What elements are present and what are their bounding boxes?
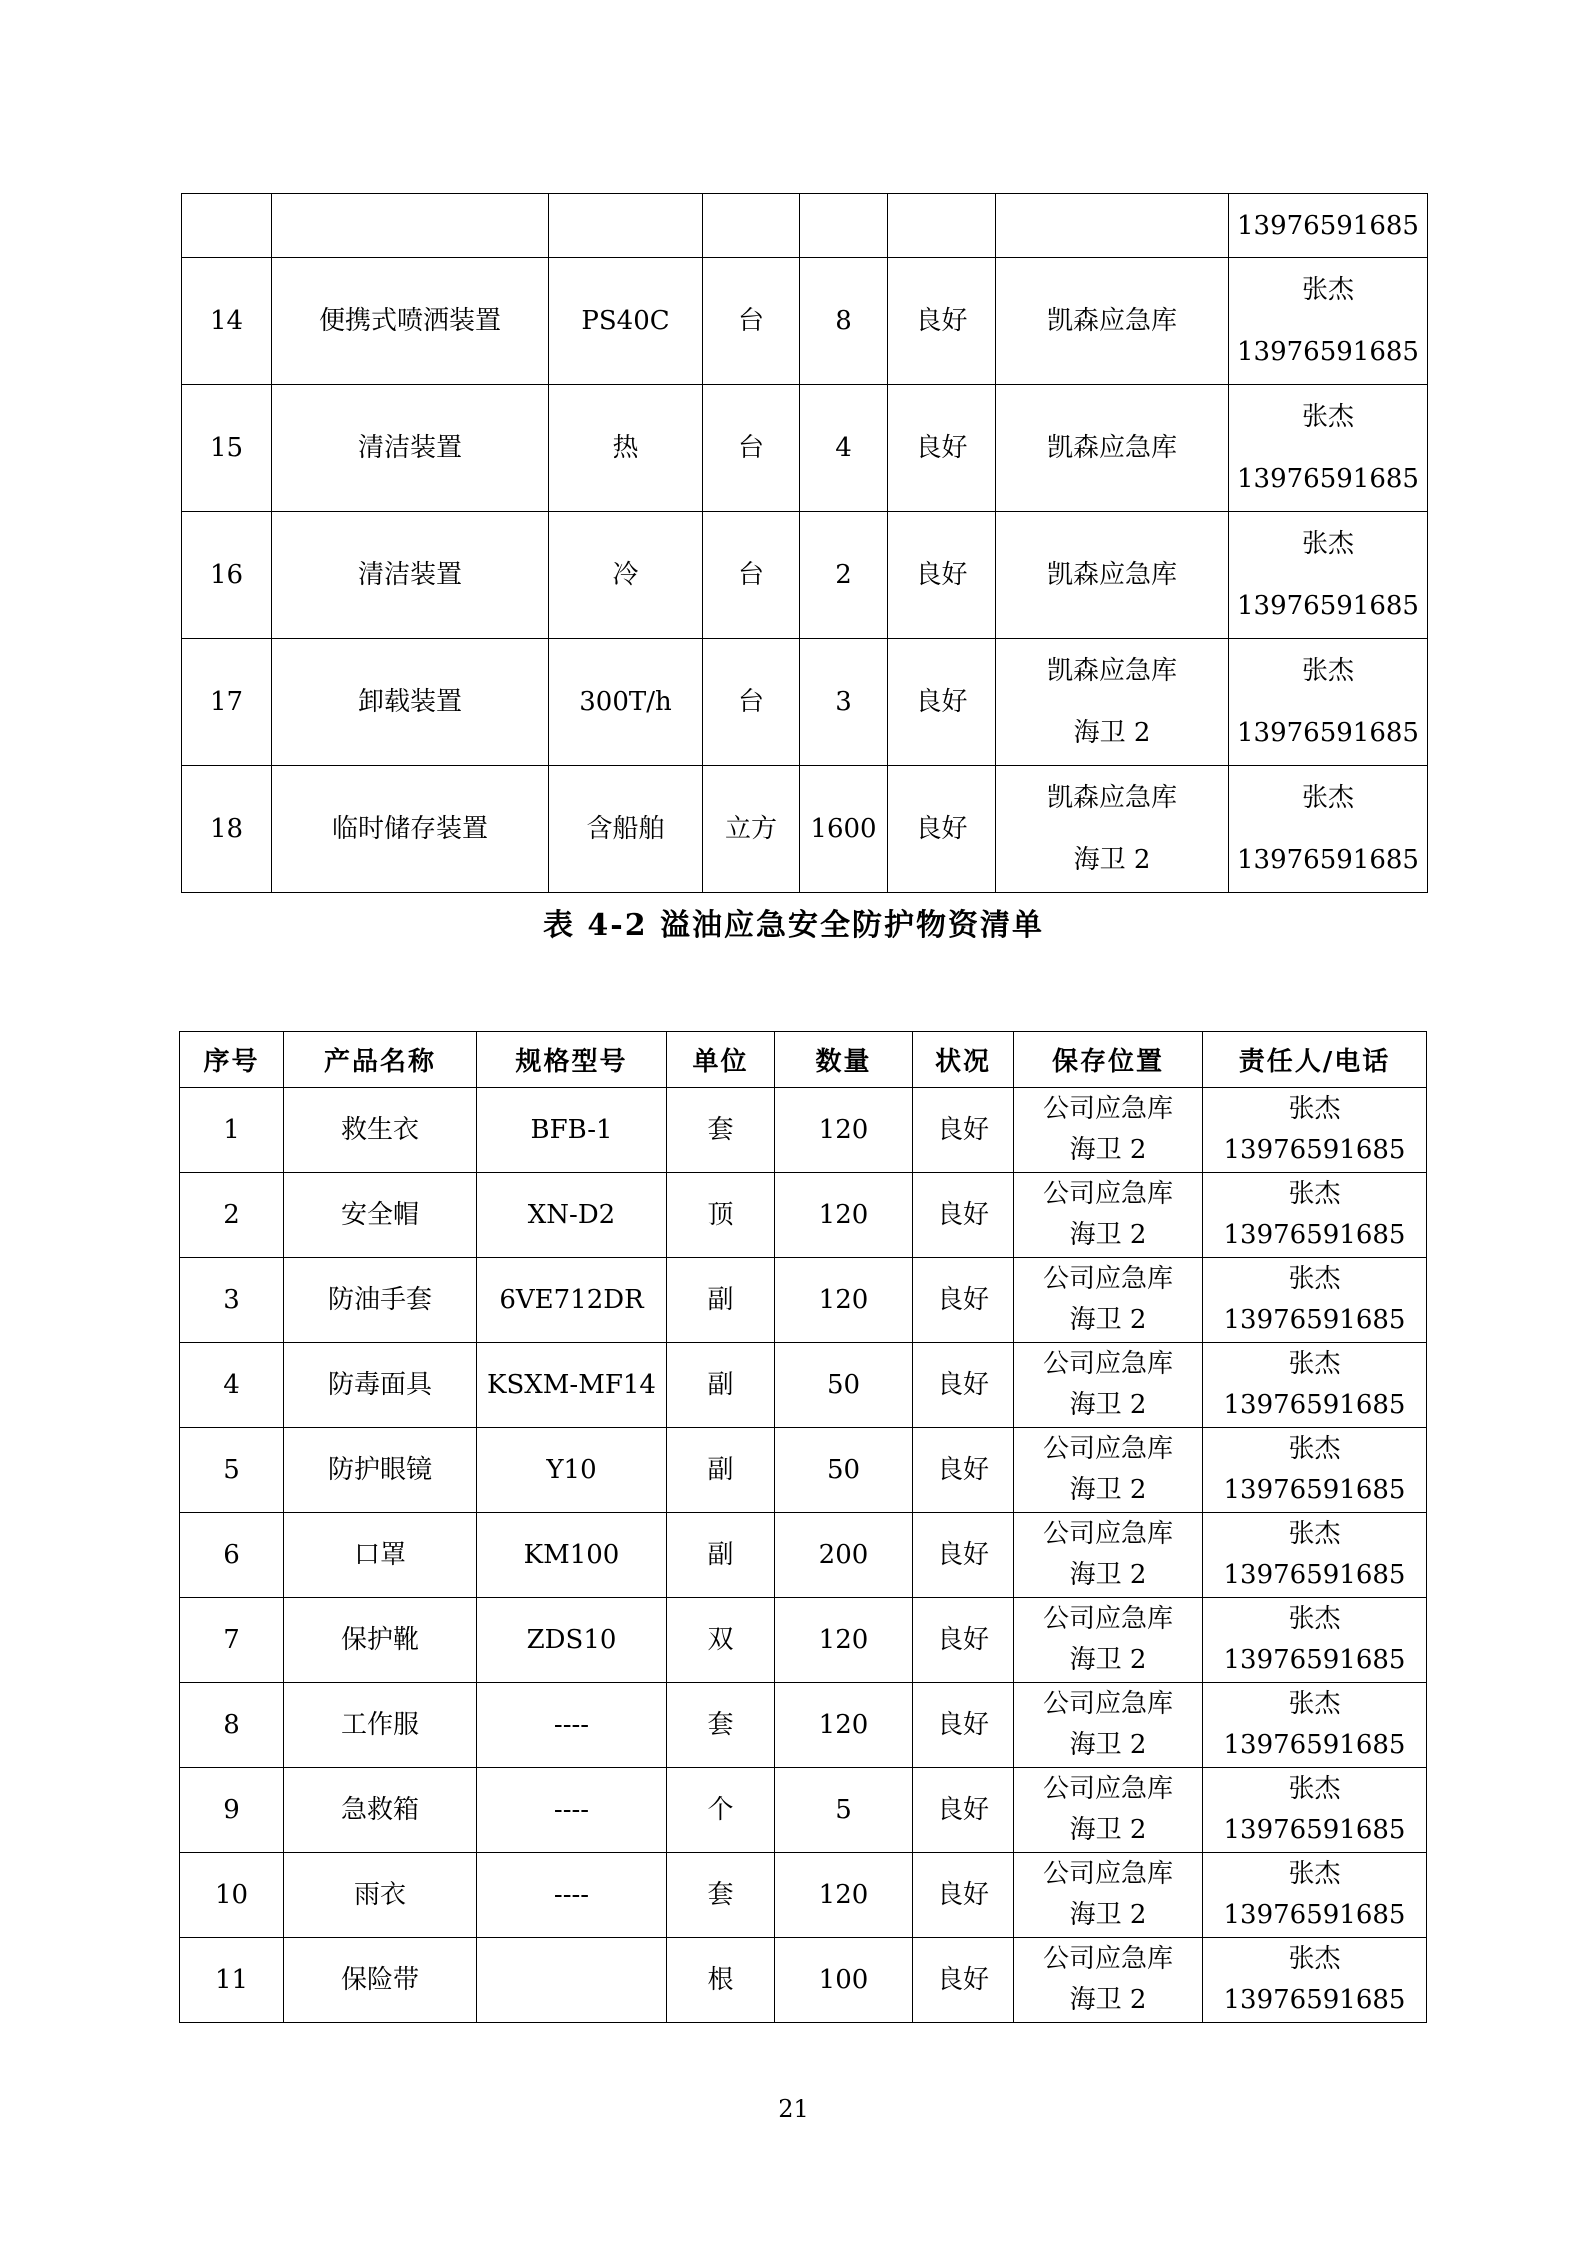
location-line: 公司应急库: [1042, 1774, 1173, 1804]
person-name: 张杰: [1301, 402, 1354, 432]
table-row: [182, 385, 1428, 512]
location-line: 公司应急库: [1042, 1264, 1173, 1294]
unit-cell: 台: [703, 639, 800, 766]
table-row: [182, 766, 1428, 893]
status-cell: 良好: [913, 1343, 1014, 1428]
serial-cell: 17: [182, 639, 272, 766]
person-name: 张杰: [1301, 783, 1354, 813]
header-status: 状况: [913, 1032, 1014, 1088]
location-line: 公司应急库: [1042, 1094, 1173, 1124]
table-cell: [703, 194, 800, 258]
location-cell: [996, 258, 1229, 385]
location-cell: [1014, 1343, 1203, 1428]
person-name: 张杰: [1288, 1094, 1341, 1124]
status-cell: 良好: [913, 1853, 1014, 1938]
contact-cell: [1203, 1173, 1427, 1258]
qty-cell: 200: [775, 1513, 913, 1598]
qty-cell: 3: [800, 639, 888, 766]
qty-cell: 2: [800, 512, 888, 639]
unit-cell: 副: [667, 1343, 775, 1428]
location-line: 海卫 2: [1069, 1645, 1147, 1675]
table-row: [180, 1683, 1427, 1768]
table-row: [180, 1513, 1427, 1598]
contact-cell: [1229, 512, 1428, 639]
unit-cell: 根: [667, 1938, 775, 2023]
status-cell: 良好: [913, 1768, 1014, 1853]
contact-cell: [1229, 385, 1428, 512]
location-cell: [1014, 1598, 1203, 1683]
table-cell: [888, 194, 996, 258]
serial-cell: 7: [180, 1598, 284, 1683]
status-cell: 良好: [913, 1513, 1014, 1598]
location-line: 海卫 2: [1069, 1985, 1147, 2015]
status-cell: 良好: [913, 1088, 1014, 1173]
page-number: 21: [778, 2095, 809, 2123]
header-name: 产品名称: [284, 1032, 477, 1088]
header-serial: 序号: [180, 1032, 284, 1088]
person-phone: 13976591685: [1223, 1475, 1406, 1505]
spec-cell: ----: [477, 1768, 667, 1853]
spec-cell: 300T/h: [549, 639, 703, 766]
name-cell: 口罩: [284, 1513, 477, 1598]
serial-cell: 6: [180, 1513, 284, 1598]
person-phone: 13976591685: [1237, 464, 1419, 494]
header-contact: 责任人/电话: [1203, 1032, 1427, 1088]
serial-cell: 3: [180, 1258, 284, 1343]
location-line: 公司应急库: [1042, 1434, 1173, 1464]
person-phone: 13976591685: [1223, 1900, 1406, 1930]
serial-cell: 10: [180, 1853, 284, 1938]
contact-cell: [1229, 258, 1428, 385]
status-cell: 良好: [913, 1173, 1014, 1258]
contact-cell: [1203, 1513, 1427, 1598]
person-name: 张杰: [1301, 656, 1354, 686]
unit-cell: 套: [667, 1853, 775, 1938]
unit-cell: 副: [667, 1428, 775, 1513]
table-header-row: [180, 1032, 1427, 1088]
table-row: [180, 1258, 1427, 1343]
location-cell: [1014, 1513, 1203, 1598]
person-phone: 13976591685: [1223, 1985, 1406, 2015]
location-line: 海卫 2: [1069, 1560, 1147, 1590]
serial-cell: 18: [182, 766, 272, 893]
qty-cell: 4: [800, 385, 888, 512]
person-name: 张杰: [1288, 1349, 1341, 1379]
table-row: [180, 1768, 1427, 1853]
spec-cell: KM100: [477, 1513, 667, 1598]
location-cell: [996, 639, 1229, 766]
location-cell: [996, 385, 1229, 512]
table-row: [182, 258, 1428, 385]
location-cell: [1014, 1428, 1203, 1513]
spec-cell: Y10: [477, 1428, 667, 1513]
status-cell: 良好: [888, 385, 996, 512]
name-cell: 工作服: [284, 1683, 477, 1768]
contact-cell: [1203, 1853, 1427, 1938]
qty-cell: 120: [775, 1853, 913, 1938]
table-row: [180, 1428, 1427, 1513]
table-row: [182, 194, 1428, 258]
table-cell: [272, 194, 549, 258]
spec-cell: 6VE712DR: [477, 1258, 667, 1343]
location-line: 凯森应急库: [1046, 656, 1177, 686]
location-cell: [1014, 1683, 1203, 1768]
location-cell: [1014, 1088, 1203, 1173]
location-line: 海卫 2: [1069, 1390, 1147, 1420]
table-row: [182, 639, 1428, 766]
spec-cell: XN-D2: [477, 1173, 667, 1258]
serial-cell: 1: [180, 1088, 284, 1173]
location-cell: [1014, 1173, 1203, 1258]
status-cell: 良好: [888, 639, 996, 766]
person-phone: 13976591685: [1237, 337, 1419, 367]
unit-cell: 台: [703, 385, 800, 512]
status-cell: 良好: [913, 1683, 1014, 1768]
contact-cell: [1203, 1768, 1427, 1853]
spec-cell: BFB-1: [477, 1088, 667, 1173]
location-line: 海卫 2: [1069, 1730, 1147, 1760]
person-name: 张杰: [1288, 1944, 1341, 1974]
name-cell: 清洁装置: [272, 512, 549, 639]
table-row: [180, 1343, 1427, 1428]
qty-cell: 120: [775, 1173, 913, 1258]
status-cell: 良好: [888, 512, 996, 639]
table-row: [182, 512, 1428, 639]
location-line: 海卫 2: [1069, 1475, 1147, 1505]
qty-cell: 50: [775, 1428, 913, 1513]
serial-cell: 15: [182, 385, 272, 512]
spec-cell: PS40C: [549, 258, 703, 385]
qty-cell: 50: [775, 1343, 913, 1428]
unit-cell: 套: [667, 1088, 775, 1173]
person-phone: 13976591685: [1223, 1220, 1406, 1250]
spec-cell: ----: [477, 1683, 667, 1768]
qty-cell: 120: [775, 1088, 913, 1173]
unit-cell: 台: [703, 512, 800, 639]
qty-cell: 100: [775, 1938, 913, 2023]
serial-cell: 2: [180, 1173, 284, 1258]
qty-cell: 120: [775, 1258, 913, 1343]
person-name: 张杰: [1301, 529, 1354, 559]
header-qty: 数量: [775, 1032, 913, 1088]
table-cell: [182, 194, 272, 258]
spec-cell: 冷: [549, 512, 703, 639]
location-cell: [1014, 1938, 1203, 2023]
location-line: 公司应急库: [1042, 1604, 1173, 1634]
location-line: 凯森应急库: [1046, 560, 1177, 590]
person-name: 张杰: [1288, 1434, 1341, 1464]
location-cell: [1014, 1853, 1203, 1938]
location-cell: [996, 766, 1229, 893]
person-phone: 13976591685: [1237, 718, 1419, 748]
location-line: 海卫 2: [1069, 1220, 1147, 1250]
person-phone: 13976591685: [1223, 1305, 1406, 1335]
spec-cell: ZDS10: [477, 1598, 667, 1683]
location-line: 公司应急库: [1042, 1519, 1173, 1549]
location-line: 公司应急库: [1042, 1179, 1173, 1209]
qty-cell: 5: [775, 1768, 913, 1853]
location-line: 公司应急库: [1042, 1859, 1173, 1889]
table-row: [180, 1088, 1427, 1173]
contact-cell: [1203, 1428, 1427, 1513]
table-row: [180, 1853, 1427, 1938]
status-cell: 良好: [913, 1938, 1014, 2023]
unit-cell: 双: [667, 1598, 775, 1683]
status-cell: 良好: [913, 1258, 1014, 1343]
serial-cell: 8: [180, 1683, 284, 1768]
spec-cell: ----: [477, 1853, 667, 1938]
serial-cell: 11: [180, 1938, 284, 2023]
location-cell: [1014, 1768, 1203, 1853]
header-spec: 规格型号: [477, 1032, 667, 1088]
qty-cell: 120: [775, 1683, 913, 1768]
table-cell: [996, 194, 1229, 258]
location-line: 凯森应急库: [1046, 783, 1177, 813]
spec-cell: 热: [549, 385, 703, 512]
table-row: [180, 1938, 1427, 2023]
person-name: 张杰: [1288, 1774, 1341, 1804]
name-cell: 雨衣: [284, 1853, 477, 1938]
name-cell: 卸载装置: [272, 639, 549, 766]
person-phone: 13976591685: [1223, 1135, 1406, 1165]
unit-cell: 立方: [703, 766, 800, 893]
status-cell: 良好: [913, 1428, 1014, 1513]
header-unit: 单位: [667, 1032, 775, 1088]
spec-cell: 含船舶: [549, 766, 703, 893]
serial-cell: 5: [180, 1428, 284, 1513]
name-cell: 防毒面具: [284, 1343, 477, 1428]
qty-cell: 8: [800, 258, 888, 385]
contact-cell: [1203, 1598, 1427, 1683]
person-name: 张杰: [1288, 1604, 1341, 1634]
location-cell: [1014, 1258, 1203, 1343]
serial-cell: 9: [180, 1768, 284, 1853]
location-line: 凯森应急库: [1046, 433, 1177, 463]
name-cell: 清洁装置: [272, 385, 549, 512]
contact-cell: [1203, 1343, 1427, 1428]
name-cell: 急救箱: [284, 1768, 477, 1853]
person-phone: 13976591685: [1237, 845, 1419, 875]
unit-cell: 台: [703, 258, 800, 385]
unit-cell: 副: [667, 1258, 775, 1343]
name-cell: 保险带: [284, 1938, 477, 2023]
header-location: 保存位置: [1014, 1032, 1203, 1088]
status-cell: 良好: [888, 258, 996, 385]
table-row: [180, 1598, 1427, 1683]
name-cell: 防护眼镜: [284, 1428, 477, 1513]
contact-cell: [1203, 1938, 1427, 2023]
person-phone: 13976591685: [1223, 1390, 1406, 1420]
qty-cell: 120: [775, 1598, 913, 1683]
name-cell: 临时储存装置: [272, 766, 549, 893]
name-cell: 保护靴: [284, 1598, 477, 1683]
contact-cell: [1203, 1258, 1427, 1343]
contact-cell: [1229, 639, 1428, 766]
person-phone: 13976591685: [1223, 1560, 1406, 1590]
location-line: 凯森应急库: [1046, 306, 1177, 336]
table-row: [180, 1173, 1427, 1258]
person-phone: 13976591685: [1237, 591, 1419, 621]
location-line: 公司应急库: [1042, 1944, 1173, 1974]
location-line: 海卫 2: [1069, 1135, 1147, 1165]
location-cell: [996, 512, 1229, 639]
serial-cell: 4: [180, 1343, 284, 1428]
location-line: 海卫 2: [1069, 1815, 1147, 1845]
name-cell: 安全帽: [284, 1173, 477, 1258]
contact-cell: [1203, 1088, 1427, 1173]
status-cell: 良好: [913, 1598, 1014, 1683]
name-cell: 便携式喷洒装置: [272, 258, 549, 385]
person-name: 张杰: [1288, 1519, 1341, 1549]
contact-cell: [1203, 1683, 1427, 1768]
safety-supplies-table: [179, 1031, 1427, 2023]
person-name: 张杰: [1288, 1859, 1341, 1889]
person-phone: 13976591685: [1223, 1815, 1406, 1845]
table-cell: [800, 194, 888, 258]
contact-phone-cell: 13976591685: [1229, 194, 1428, 258]
person-phone: 13976591685: [1223, 1730, 1406, 1760]
table-cell: [549, 194, 703, 258]
unit-cell: 副: [667, 1513, 775, 1598]
spec-cell: KSXM-MF14: [477, 1343, 667, 1428]
person-phone: 13976591685: [1223, 1645, 1406, 1675]
location-line: 公司应急库: [1042, 1689, 1173, 1719]
name-cell: 救生衣: [284, 1088, 477, 1173]
serial-cell: 16: [182, 512, 272, 639]
contact-cell: [1229, 766, 1428, 893]
spec-cell: [477, 1938, 667, 2023]
unit-cell: 个: [667, 1768, 775, 1853]
location-line: 海卫 2: [1073, 845, 1151, 875]
location-line: 公司应急库: [1042, 1349, 1173, 1379]
person-name: 张杰: [1288, 1264, 1341, 1294]
status-cell: 良好: [888, 766, 996, 893]
unit-cell: 顶: [667, 1173, 775, 1258]
equipment-table-continued: [181, 193, 1428, 893]
qty-cell: 1600: [800, 766, 888, 893]
location-line: 海卫 2: [1073, 718, 1151, 748]
unit-cell: 套: [667, 1683, 775, 1768]
location-line: 海卫 2: [1069, 1900, 1147, 1930]
table-caption: 表 4-2 溢油应急安全防护物资清单: [542, 908, 1045, 943]
person-name: 张杰: [1301, 275, 1354, 305]
serial-cell: 14: [182, 258, 272, 385]
name-cell: 防油手套: [284, 1258, 477, 1343]
person-name: 张杰: [1288, 1689, 1341, 1719]
location-line: 海卫 2: [1069, 1305, 1147, 1335]
person-name: 张杰: [1288, 1179, 1341, 1209]
